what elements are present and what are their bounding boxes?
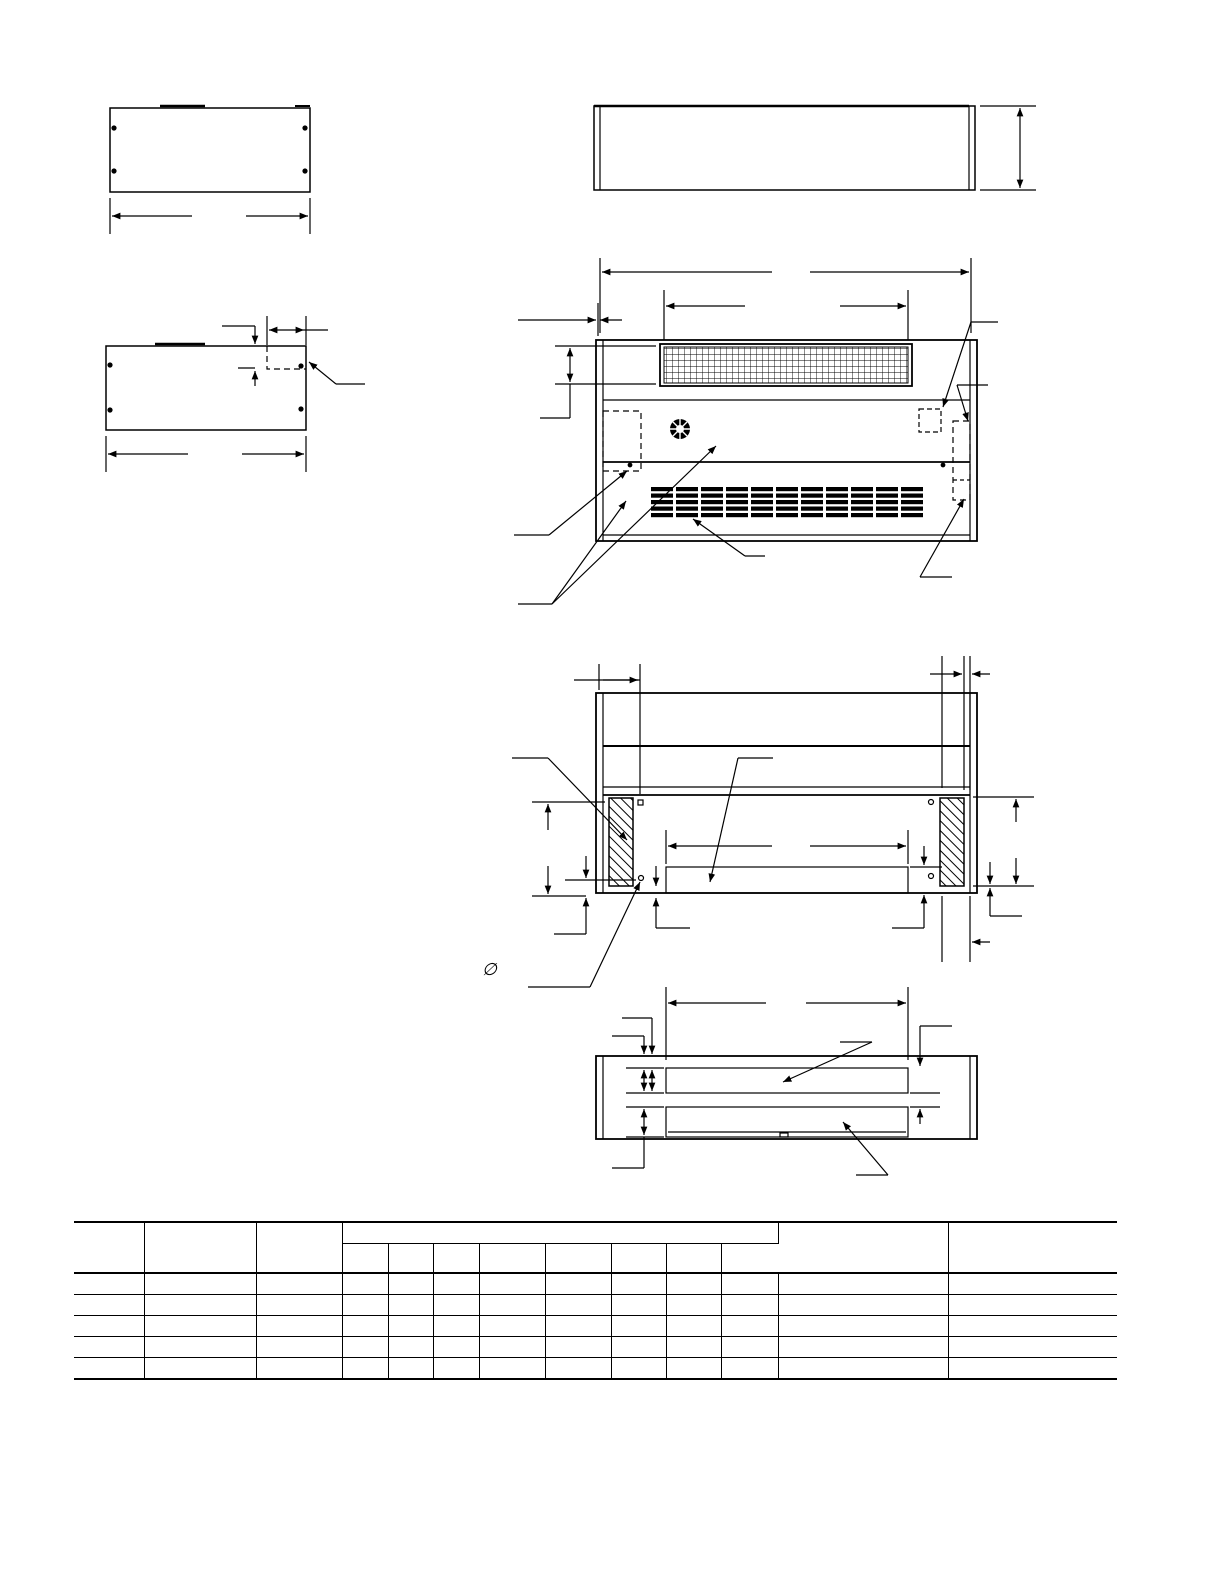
table-cell	[666, 1273, 721, 1295]
header-cell	[144, 1222, 256, 1273]
louver-slat	[751, 513, 773, 517]
louver-grille	[651, 487, 923, 517]
table-cell	[479, 1273, 545, 1295]
table-cell	[948, 1337, 1117, 1358]
table-cell	[388, 1295, 433, 1316]
table-cell	[433, 1273, 479, 1295]
table-cell	[144, 1337, 256, 1358]
louver-slat	[726, 500, 748, 504]
louver-slat	[676, 494, 698, 498]
table-cell	[256, 1273, 342, 1295]
table-cell	[611, 1273, 666, 1295]
table-cell	[948, 1295, 1117, 1316]
table-cell	[433, 1358, 479, 1380]
table-cell	[545, 1316, 611, 1337]
table-cell	[545, 1295, 611, 1316]
table-cell	[74, 1358, 144, 1380]
table-cell	[666, 1337, 721, 1358]
louver-slat	[876, 513, 898, 517]
louver-slat	[726, 507, 748, 511]
rear-view	[512, 656, 1034, 987]
louver-slat	[651, 507, 673, 511]
table-cell	[479, 1316, 545, 1337]
louver-slat	[801, 487, 823, 491]
table-cell	[74, 1337, 144, 1358]
louver-slat	[676, 487, 698, 491]
subheader-cell	[479, 1244, 545, 1274]
header-cell	[778, 1222, 948, 1273]
header-group-cell	[342, 1222, 778, 1244]
table-cell	[256, 1295, 342, 1316]
louver-slat	[651, 513, 673, 517]
louver-slat	[901, 487, 923, 491]
header-cell	[256, 1222, 342, 1273]
table-cell	[74, 1316, 144, 1337]
table-cell	[545, 1337, 611, 1358]
table-cell	[611, 1358, 666, 1380]
table-cell	[666, 1295, 721, 1316]
louver-slat	[676, 513, 698, 517]
top-view	[594, 106, 1036, 190]
louver-slat	[876, 487, 898, 491]
table-cell	[342, 1337, 388, 1358]
table-cell	[721, 1273, 778, 1295]
table-header-row	[74, 1222, 1117, 1244]
louver-slat	[901, 494, 923, 498]
table-cell	[778, 1337, 948, 1358]
table-cell	[479, 1295, 545, 1316]
diameter-symbol: ∅	[482, 960, 497, 979]
louver-slat	[826, 507, 848, 511]
table-row	[74, 1273, 1117, 1295]
table-cell	[74, 1273, 144, 1295]
louver-slat	[901, 507, 923, 511]
table-cell	[433, 1295, 479, 1316]
table-cell	[611, 1295, 666, 1316]
table-cell	[611, 1316, 666, 1337]
table-cell	[74, 1295, 144, 1316]
table-cell	[433, 1337, 479, 1358]
louver-slat	[776, 513, 798, 517]
table-cell	[721, 1295, 778, 1316]
louver-slat	[676, 500, 698, 504]
table-cell	[721, 1316, 778, 1337]
specification-table	[74, 1221, 1117, 1380]
table-cell	[778, 1358, 948, 1380]
table-cell	[144, 1358, 256, 1380]
louver-slat	[701, 513, 723, 517]
louver-slat	[676, 507, 698, 511]
table-cell	[256, 1337, 342, 1358]
louver-slat	[851, 494, 873, 498]
table-cell	[545, 1358, 611, 1380]
subheader-cell	[342, 1244, 388, 1274]
louver-slat	[901, 500, 923, 504]
louver-slat	[801, 513, 823, 517]
louver-slat	[876, 494, 898, 498]
table-cell	[342, 1295, 388, 1316]
louver-slat	[901, 513, 923, 517]
subheader-cell	[611, 1244, 666, 1274]
table-row	[74, 1316, 1117, 1337]
table-cell	[433, 1316, 479, 1337]
louver-slat	[851, 507, 873, 511]
table-cell	[778, 1295, 948, 1316]
table-body	[74, 1273, 1117, 1379]
table-cell	[144, 1316, 256, 1337]
table-cell	[479, 1337, 545, 1358]
table-cell	[342, 1358, 388, 1380]
end-view-1	[110, 106, 310, 234]
table-cell	[778, 1273, 948, 1295]
table-cell	[388, 1273, 433, 1295]
louver-slat	[826, 494, 848, 498]
subheader-cell	[433, 1244, 479, 1274]
table-cell	[144, 1295, 256, 1316]
table-cell	[256, 1358, 342, 1380]
subheader-cell	[388, 1244, 433, 1274]
louver-slat	[701, 494, 723, 498]
table-cell	[721, 1337, 778, 1358]
louver-slat	[826, 500, 848, 504]
subheader-cell	[666, 1244, 721, 1274]
table-cell	[721, 1358, 778, 1380]
table-cell	[144, 1273, 256, 1295]
subheader-cell	[545, 1244, 611, 1274]
table-cell	[342, 1273, 388, 1295]
table-cell	[342, 1316, 388, 1337]
brand-logo-icon	[670, 419, 690, 439]
header-cell	[74, 1222, 144, 1273]
louver-slat	[751, 507, 773, 511]
louver-slat	[876, 507, 898, 511]
table-row	[74, 1358, 1117, 1380]
table-cell	[948, 1358, 1117, 1380]
louver-slat	[801, 507, 823, 511]
louver-slat	[701, 500, 723, 504]
louver-slat	[851, 487, 873, 491]
table-cell	[388, 1337, 433, 1358]
table-cell	[666, 1316, 721, 1337]
louver-slat	[726, 513, 748, 517]
louver-slat	[751, 487, 773, 491]
table-cell	[388, 1358, 433, 1380]
louver-slat	[751, 494, 773, 498]
louver-slat	[776, 500, 798, 504]
louver-slat	[826, 513, 848, 517]
table-cell	[479, 1358, 545, 1380]
table-cell	[611, 1337, 666, 1358]
louver-slat	[751, 500, 773, 504]
louver-slat	[701, 487, 723, 491]
louver-slat	[876, 500, 898, 504]
louver-slat	[826, 487, 848, 491]
louver-slat	[776, 494, 798, 498]
end-view-2	[106, 316, 365, 472]
table-cell	[388, 1316, 433, 1337]
front-view	[514, 258, 998, 604]
table-cell	[778, 1316, 948, 1337]
table-cell	[256, 1316, 342, 1337]
louver-slat	[726, 487, 748, 491]
header-cell	[948, 1222, 1117, 1273]
louver-slat	[851, 513, 873, 517]
table-cell	[545, 1273, 611, 1295]
table-row	[74, 1295, 1117, 1316]
bottom-view	[596, 987, 977, 1175]
louver-slat	[851, 500, 873, 504]
subheader-cell	[721, 1244, 778, 1274]
louver-slat	[801, 500, 823, 504]
table-row	[74, 1337, 1117, 1358]
louver-slat	[701, 507, 723, 511]
louver-slat	[801, 494, 823, 498]
louver-slat	[651, 494, 673, 498]
louver-slat	[726, 494, 748, 498]
louver-slat	[651, 500, 673, 504]
table-cell	[948, 1316, 1117, 1337]
louver-slat	[776, 487, 798, 491]
table-cell	[948, 1273, 1117, 1295]
louver-slat	[776, 507, 798, 511]
table-cell	[666, 1358, 721, 1380]
